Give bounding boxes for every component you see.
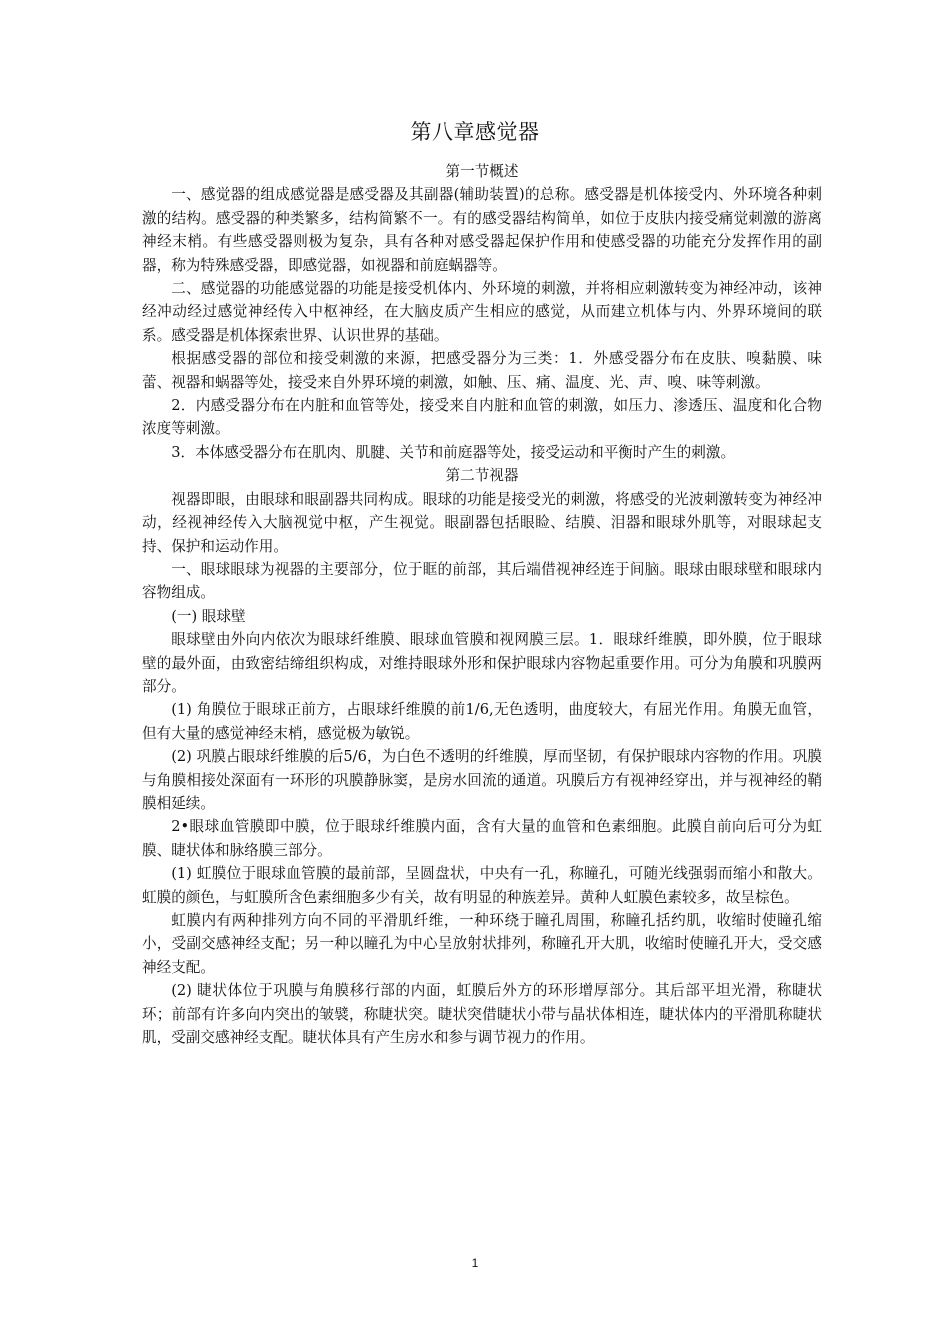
paragraph: (2) 睫状体位于巩膜与角膜移行部的内面，虹膜后外方的环形增厚部分。其后部平坦光滑，称睫状环；前部有许多向内突出的皱襞，称睫状突。睫状突借睫状小带与晶状体相连，睫状体内的平滑肌称睫状肌，受副交感神经支配。睫状体具有产生房水和参与调节视力的作用。 — [142, 982, 822, 1047]
paragraph: 一、眼球眼球为视器的主要部分，位于眶的前部，其后端借视神经连于间脑。眼球由眼球壁和眼球内容物组成。 — [142, 560, 822, 602]
paragraph: 2•眼球血管膜即中膜，位于眼球纤维膜内面，含有大量的血管和色素细胞。此膜自前向后可分为虹膜、睫状体和脉络膜三部分。 — [142, 818, 822, 859]
section-heading: 第二节视器 — [445, 467, 519, 485]
document-body — [142, 160, 822, 1049]
paragraph: 2．内感受器分布在内脏和血管等处，接受来自内脏和血管的刺激，如压力、渗透压、温度和化合物浓度等刺激。 — [142, 397, 822, 438]
paragraph: 虹膜内有两种排列方向不同的平滑肌纤维，一种环绕于瞳孔周围，称瞳孔括约肌，收缩时使瞳孔缩小，受副交感神经支配；另一种以瞳孔为中心呈放射状排列，称瞳孔开大肌，收缩时使瞳孔开大，受交感神经支配。 — [142, 912, 822, 976]
paragraph: (1) 虹膜位于眼球血管膜的最前部，呈圆盘状，中央有一孔，称瞳孔，可随光线强弱而缩小和散大。虹膜的颜色，与虹膜所含色素细胞多少有关，故有明显的种族差异。黄种人虹膜色素较多，故呈棕色。 — [142, 865, 822, 906]
paragraph: (2) 巩膜占眼球纤维膜的后5/6，为白色不透明的纤维膜，厚而坚韧，有保护眼球内容物的作用。巩膜与角膜相接处深面有一环形的巩膜静脉窦，是房水回流的通道。巩膜后方有视神经穿出，并与视神经的鞘膜相延续。 — [142, 748, 822, 812]
paragraph: (一) 眼球壁 — [171, 607, 246, 625]
paragraph: 二、感觉器的功能感觉器的功能是接受机体内、外环境的刺激，并将相应刺激转变为神经冲动，该神经冲动经过感觉神经传入中枢神经，在大脑皮质产生相应的感觉，从而建立机体与内、外界环境间的联系。感受器是机体探索世界、认识世界的基础。 — [142, 280, 822, 344]
chapter-title: 第八章感觉器 — [410, 120, 540, 144]
paragraph: 一、感觉器的组成感觉器是感受器及其副器(辅助装置)的总称。感受器是机体接受内、外环境各种刺激的结构。感受器的种类繁多，结构简繁不一。有的感受器结构简单，如位于皮肤内接受痛觉刺激的游离神经末梢。有些感受器则极为复杂，具有各种对感受器起保护作用和使感受器的功能充分发挥作用的副器，称为特殊感受器，即感觉器，如视器和前庭蜗器等。 — [142, 186, 822, 274]
paragraph: 眼球壁由外向内依次为眼球纤维膜、眼球血管膜和视网膜三层。1．眼球纤维膜，即外膜，位于眼球壁的最外面，由致密结缔组织构成，对维持眼球外形和保护眼球内容物起重要作用。可分为角膜和巩膜两部分。 — [142, 631, 822, 695]
paragraph: (1) 角膜位于眼球正前方，占眼球纤维膜的前1/6,无色透明，曲度较大，有屈光作用。角膜无血管，但有大量的感觉神经末梢，感觉极为敏锐。 — [142, 701, 822, 742]
paragraph: 根据感受器的部位和接受刺激的来源，把感受器分为三类：1．外感受器分布在皮肤、嗅黏膜、味蕾、视器和蜗器等处，接受来自外界环境的刺激，如触、压、痛、温度、光、声、嗅、味等刺激。 — [142, 350, 822, 391]
section-heading: 第一节概述 — [445, 163, 519, 180]
paragraph: 3．本体感受器分布在肌肉、肌腱、关节和前庭器等处，接受运动和平衡时产生的刺激。 — [171, 443, 736, 461]
paragraph: 视器即眼，由眼球和眼副器共同构成。眼球的功能是接受光的刺激，将感受的光波刺激转变为神经冲动，经视神经传入大脑视觉中枢，产生视觉。眼副器包括眼睑、结膜、泪器和眼球外肌等，对眼球起支持、保护和运动作用。 — [142, 490, 822, 555]
page-number: 1 — [471, 1256, 479, 1270]
